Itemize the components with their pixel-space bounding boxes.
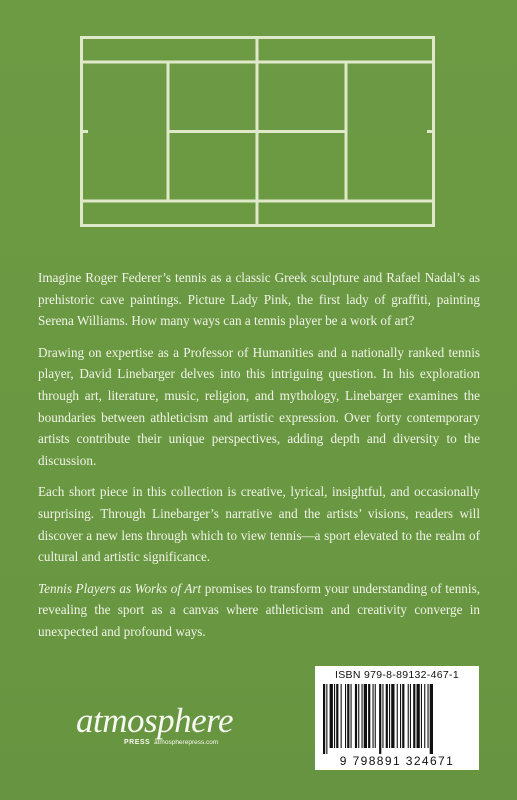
publisher-logo [62, 703, 252, 751]
publisher-name: atmosphere [76, 701, 234, 740]
publisher-imprint: PRESS [124, 739, 151, 746]
description-paragraph: Each short piece in this collection is creative, lyrical, insightful, and occasionally surprising. Through Linebarger’s narrative and the artists’ visions, readers will discover a new lens through which to view tennis—a sport elevated to the realm of cultural and artistic significance. [38, 484, 480, 565]
book-description [38, 267, 480, 643]
isbn-label: ISBN 979-8-89132-467-1 [335, 669, 459, 681]
description-paragraph: Drawing on expertise as a Professor of Humanities and a nationally ranked tennis player, David Linebarger delves into this intriguing question. In his exploration through art, literature, music, religion, and mythology, Linebarger examines the boundaries between athleticism and artistic expression. Over forty contemporary artists contribute their unique perspectives, adding depth and diversity to the discussion. [38, 344, 480, 468]
closing-text: promises to transform your understanding of tennis, revealing the sport as a canvas where athleticism and creativity converge in unexpected and profound ways. [38, 580, 480, 639]
barcode-digits: 9 798891 324671 [339, 754, 455, 768]
book-title: Tennis Players as Works of Art [38, 580, 202, 596]
publisher-url: atmospherepress.com [154, 739, 219, 746]
tennis-court-icon [80, 36, 435, 227]
description-paragraph-closing [38, 578, 480, 643]
isbn-barcode [315, 666, 479, 770]
description-paragraph: Imagine Roger Federer’s tennis as a classic Greek sculpture and Rafael Nadal’s as prehistoric cave paintings. Picture Lady Pink, the first lady of graffiti, painting Serena Williams. How many ways can a tennis player be a work of art? [38, 270, 480, 329]
barcode-icon [321, 684, 473, 754]
